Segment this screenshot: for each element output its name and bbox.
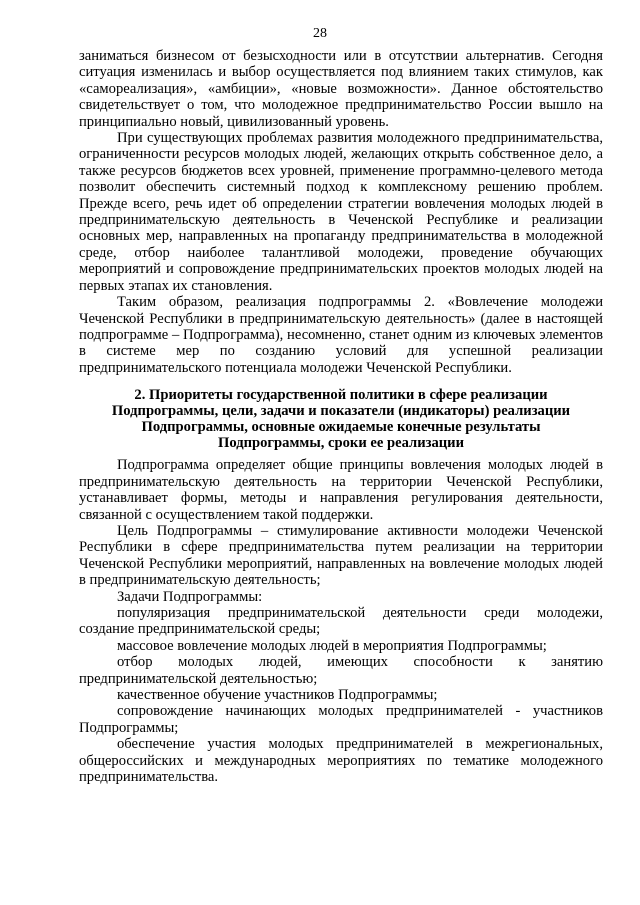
section-heading-line: Подпрограммы, основные ожидаемые конечные результаты (141, 418, 541, 435)
paragraph: Цель Подпрограммы – стимулирование активности молодежи Чеченской Республики в сфере предпринимательства путем реализации на территории Чеченской Республики мероприятий, направленных на вовлечение молодых людей в предпринимательскую деятельность; (79, 522, 603, 589)
list-item: сопровождение начинающих молодых предпринимателей - участников Подпрограммы; (79, 703, 603, 736)
section-heading (79, 388, 603, 451)
list-item: массовое вовлечение молодых людей в мероприятия Подпрограммы; (117, 637, 547, 654)
document-body (79, 48, 603, 785)
paragraph: Таким образом, реализация подпрограммы 2. «Вовлечение молодежи Чеченской Республики в предпринимательскую деятельность» (далее в настоящей подпрограмме – Подпрограмма), несомненно, станет одним из ключевых элементов в системе мер по созданию условий для успешной реализации предпринимательского потенциала молодежи Чеченской Республики. (79, 294, 603, 376)
list-item: популяризация предпринимательской деятельности среди молодежи, создание предпринимательской среды; (79, 604, 603, 638)
section-heading-line: Подпрограммы, сроки ее реализации (217, 434, 464, 451)
paragraph: заниматься бизнесом от безысходности или в отсутствии альтернатив. Сегодня ситуация изменилась и выбор осуществляется под влиянием таких стимулов, как «самореализация», «амбиции», «новые возможности». Данное обстоятельство свидетельствует о том, что молодежное предпринимательство России вышло на принципиально новый, цивилизованный уровень. (79, 48, 603, 130)
paragraph: Задачи Подпрограммы: (117, 588, 263, 605)
section-heading-line: Подпрограммы, цели, задачи и показатели (индикаторы) реализации (111, 402, 571, 419)
paragraph: При существующих проблемах развития молодежного предпринимательства, ограниченности ресурсов молодых людей, желающих открыть собственное дело, а также ресурсов бюджетов всех уровней, применение программно-целевого метода позволит обеспечить системный подход к комплексному решению проблем. Прежде всего, речь идет об определении стратегии вовлечения молодых людей в предпринимательскую деятельность в Чеченской Республике и реализации основных мер, направленных на пропаганду предпринимательства в молодежной среде, отбор наиболее талантливой молодежи, проведение обучающих мероприятий и сопровождение предпринимательских проектов молодых людей на первых этапах их становления. (79, 130, 603, 294)
paragraph: Подпрограмма определяет общие принципы вовлечения молодых людей в предпринимательскую деятельность на территории Чеченской Республики, устанавливает формы, методы и направления регулирования деятельности, связанной с осуществлением такой поддержки. (79, 457, 603, 523)
list-item: отбор молодых людей, имеющих способности к занятию предпринимательской деятельностью; (79, 654, 603, 687)
section-heading-line: 2. Приоритеты государственной политики в сфере реализации (134, 387, 548, 404)
page-number: 28 (313, 26, 327, 41)
list-item: качественное обучение участников Подпрограммы; (117, 687, 438, 703)
list-item: обеспечение участия молодых предпринимателей в межрегиональных, общероссийских и международных мероприятиях по тематике молодежного предпринимательства. (79, 736, 603, 786)
